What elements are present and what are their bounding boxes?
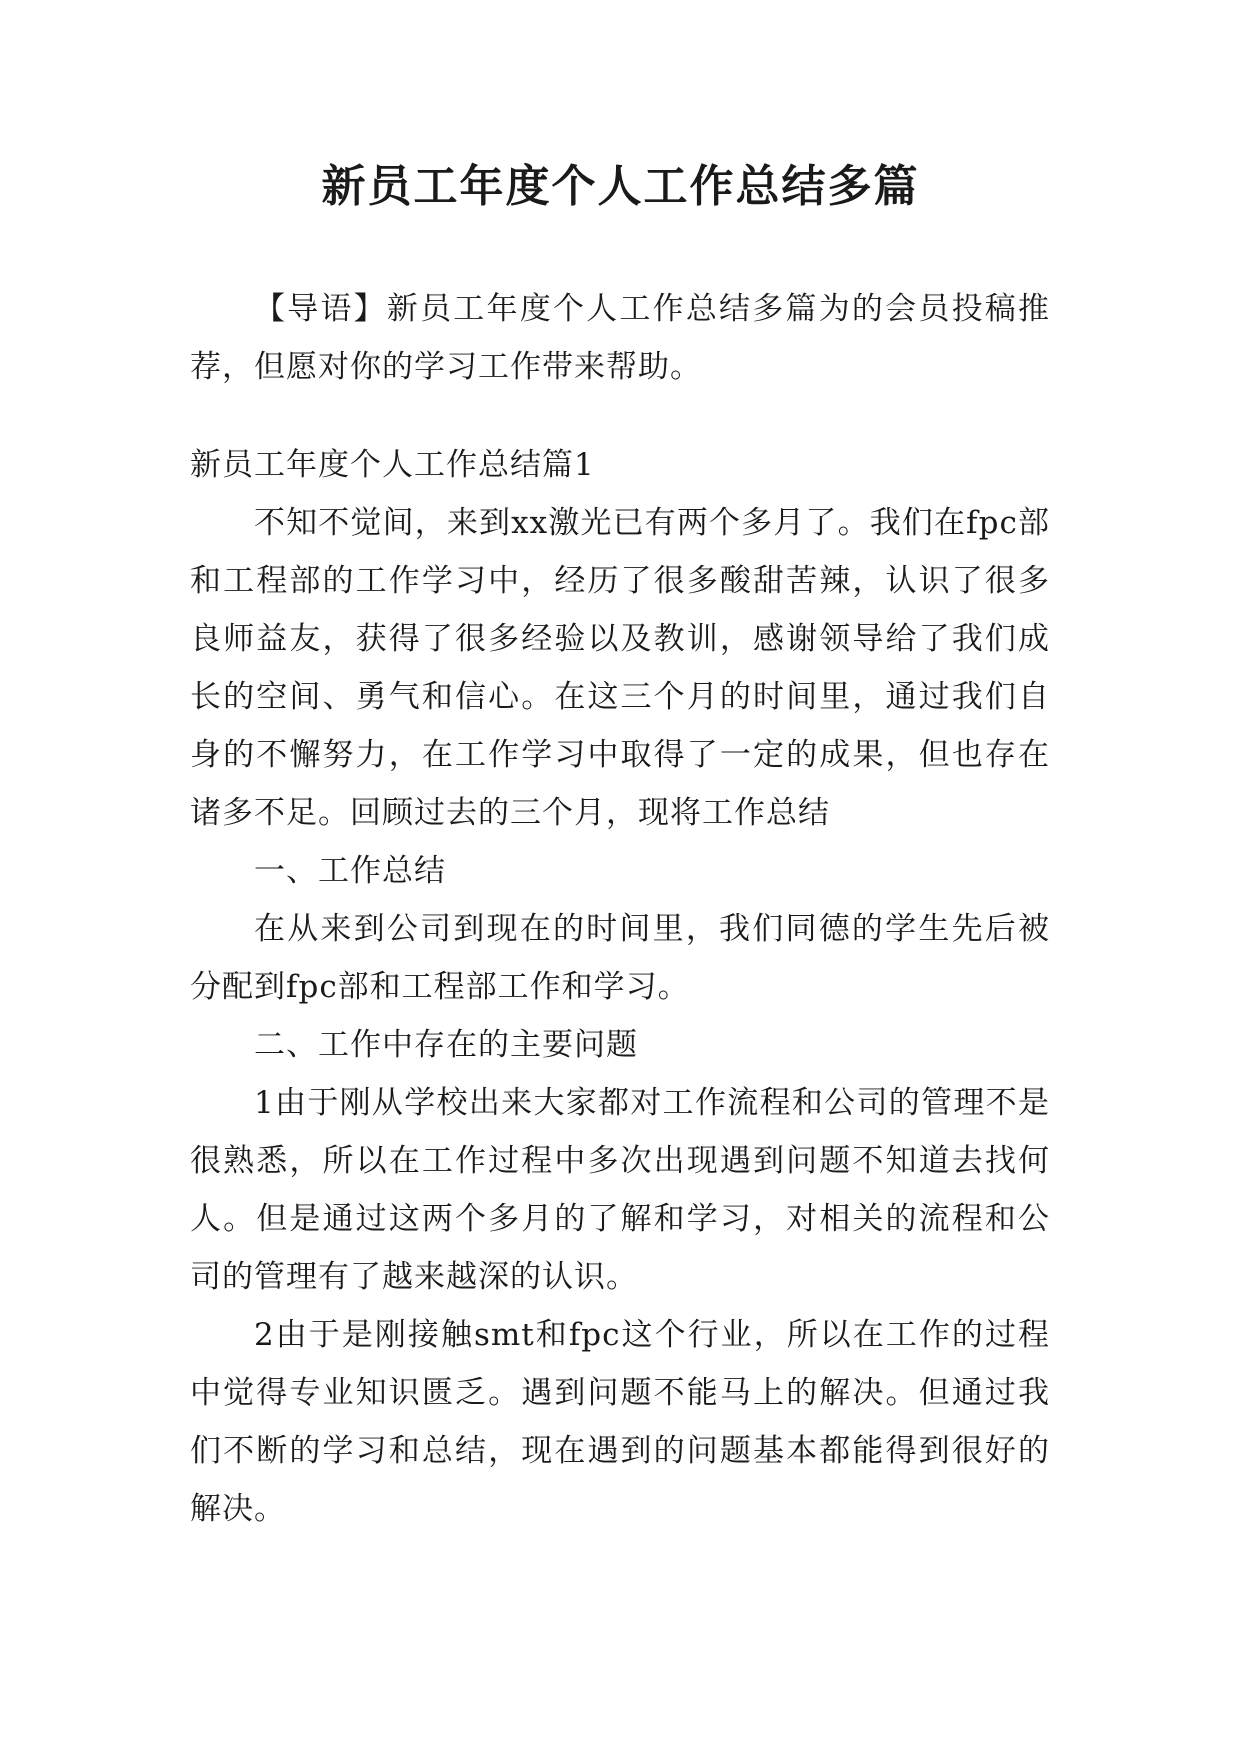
body-paragraph: 在从来到公司到现在的时间里，我们同德的学生先后被分配到fpc部和工程部工作和学习。 — [190, 911, 1050, 1005]
body-paragraph: 2由于是刚接触smt和fpc这个行业，所以在工作的过程中觉得专业知识匮乏。遇到问题不能马上的解决。但通过我们不断的学习和总结，现在遇到的问题基本都能得到很好的解决。 — [190, 1317, 1050, 1527]
body-paragraph: 不知不觉间，来到xx激光已有两个多月了。我们在fpc部和工程部的工作学习中，经历了很多酸甜苦辣，认识了很多良师益友，获得了很多经验以及教训，感谢领导给了我们成长的空间、勇气和信心。在这三个月的时间里，通过我们自身的不懈努力，在工作学习中取得了一定的成果，但也存在诸多不足。回顾过去的三个月，现将工作总结 — [190, 505, 1050, 831]
subheading-main-problems: 二、工作中存在的主要问题 — [254, 1027, 638, 1063]
intro-paragraph: 【导语】新员工年度个人工作总结多篇为的会员投稿推荐，但愿对你的学习工作带来帮助。 — [190, 291, 1050, 385]
document-title: 新员工年度个人工作总结多篇 — [321, 161, 920, 212]
section-heading: 新员工年度个人工作总结篇1 — [190, 447, 595, 483]
document-body — [190, 280, 1050, 1538]
spacer — [190, 396, 1050, 436]
body-paragraph: 1由于刚从学校出来大家都对工作流程和公司的管理不是很熟悉，所以在工作过程中多次出现遇到问题不知道去找何人。但是通过这两个多月的了解和学习，对相关的流程和公司的管理有了越来越深的认识。 — [190, 1085, 1050, 1295]
subheading-work-summary: 一、工作总结 — [254, 853, 446, 889]
